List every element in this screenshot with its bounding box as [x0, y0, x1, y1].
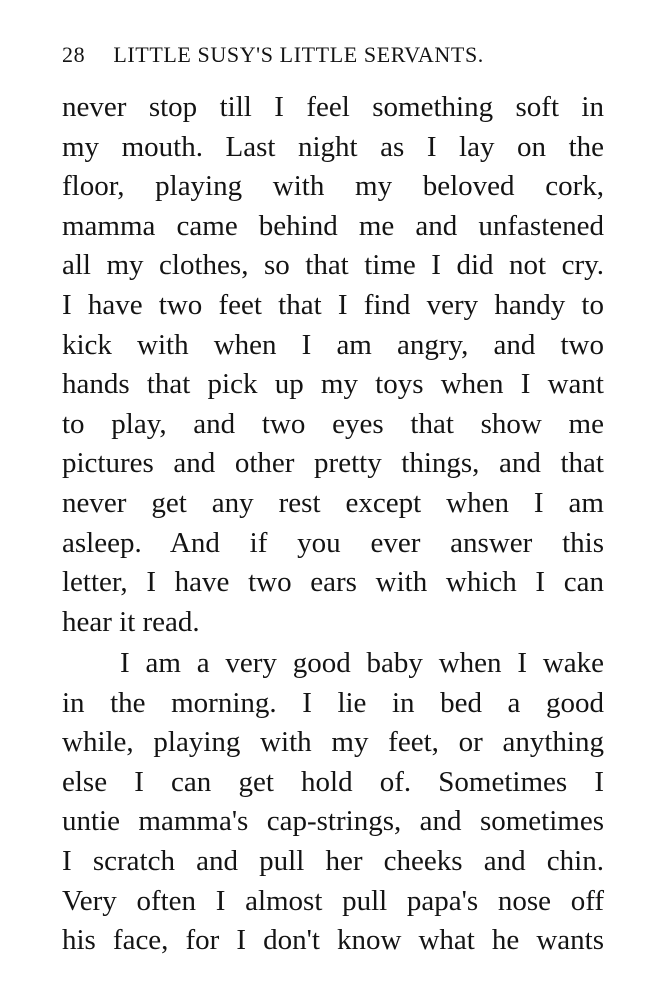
- text-line: mamma came behind me and unfastened: [62, 209, 604, 242]
- text-line: I scratch and pull her cheeks and chin.: [62, 844, 604, 877]
- text-line: his face, for I don't know what he wants: [62, 924, 604, 957]
- text-line: letter, I have two ears with which I can: [62, 566, 604, 599]
- paragraph-2: [62, 644, 604, 961]
- running-head: [62, 40, 607, 70]
- text-line: in the morning. I lie in bed a good: [62, 686, 604, 719]
- text-line: to play, and two eyes that show me: [62, 407, 604, 440]
- text-line: hear it read.: [62, 605, 200, 638]
- paragraph-1: [62, 88, 604, 642]
- running-title: LITTLE SUSY'S LITTLE SERVANTS.: [113, 42, 484, 67]
- text-line: floor, playing with my beloved cork,: [62, 170, 604, 203]
- text-line: I have two feet that I find very handy to: [62, 288, 604, 321]
- text-line: Very often I almost pull papa's nose off: [62, 884, 604, 917]
- text-line: never stop till I feel something soft in: [62, 91, 604, 123]
- text-line: all my clothes, so that time I did not cry.: [62, 249, 604, 282]
- text-line: pictures and other pretty things, and that: [62, 447, 604, 480]
- text-line: never get any rest except when I am: [62, 486, 604, 519]
- text-line: my mouth. Last night as I lay on the: [62, 130, 604, 163]
- text-line: asleep. And if you ever answer this: [62, 526, 604, 559]
- text-line: while, playing with my feet, or anything: [62, 726, 604, 759]
- text-line: untie mamma's cap-strings, and sometimes: [62, 805, 604, 838]
- text-line: kick with when I am angry, and two: [62, 328, 604, 361]
- text-line: else I can get hold of. Sometimes I: [62, 765, 604, 798]
- text-line: hands that pick up my toys when I want: [62, 368, 604, 401]
- text-line: I am a very good baby when I wake: [120, 647, 604, 679]
- page-number: 28: [62, 42, 86, 67]
